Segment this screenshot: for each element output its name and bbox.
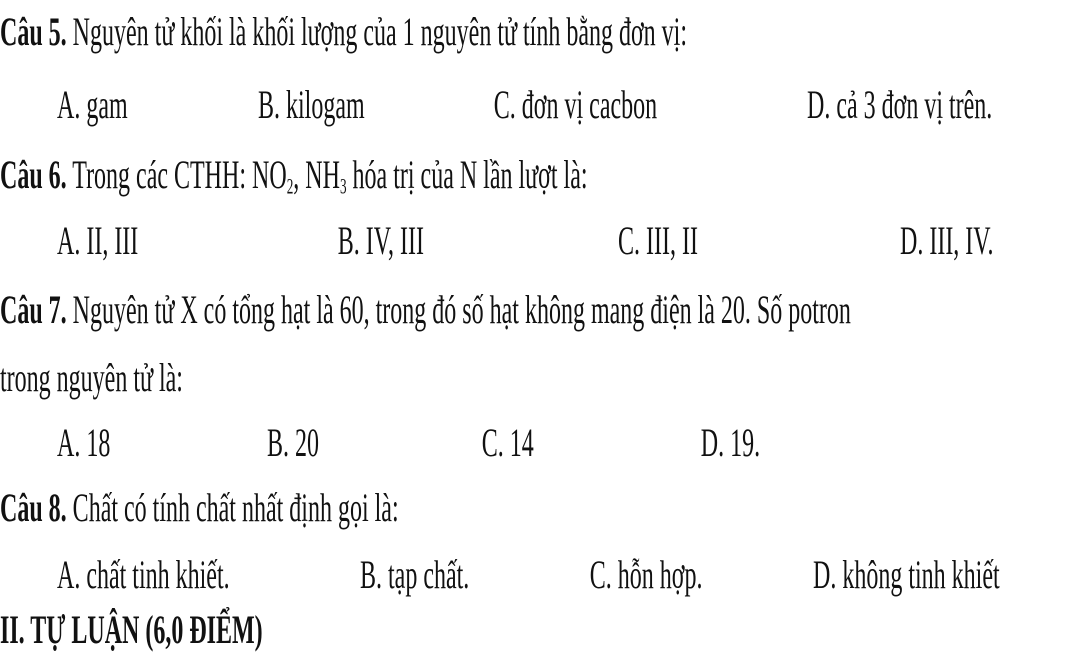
question-6-text-after: hóa trị của N lần lượt là:	[346, 152, 588, 197]
question-6-stem	[0, 147, 588, 203]
question-8-option-c: C. hỗn hợp.	[589, 552, 703, 597]
question-5-number: Câu 5.	[0, 9, 67, 54]
question-7-stem	[0, 282, 851, 338]
question-7-stem-continued	[0, 350, 183, 406]
question-5-stem	[0, 4, 687, 60]
question-5-options	[0, 77, 1020, 133]
question-6-text-before: Trong các CTHH: NO	[66, 152, 287, 197]
question-6-text-mid: , NH	[293, 152, 340, 197]
question-8-option-a: A. chất tinh khiết.	[57, 552, 230, 597]
question-6-options	[0, 213, 1020, 269]
question-8-text: Chất có tính chất nhất định gọi là:	[66, 485, 399, 530]
question-7-option-a: A. 18	[57, 420, 111, 465]
question-6-number: Câu 6.	[0, 152, 67, 197]
question-8-option-d: D. không tinh khiết	[813, 552, 1000, 597]
question-7-option-c: C. 14	[481, 420, 534, 465]
section-heading-cut-off: II. TỰ LUẬN (6,0 ĐIỂM)	[0, 607, 263, 652]
question-8-option-b: B. tạp chất.	[360, 552, 470, 597]
question-7-text: Nguyên tử X có tổng hạt là 60, trong đó số hạt không mang điện là 20. Số potron	[66, 287, 851, 332]
question-6-option-d: D. III, IV.	[900, 218, 994, 263]
question-6-option-a: A. II, III	[57, 218, 139, 263]
question-7-option-d: D. 19.	[700, 420, 761, 465]
question-5-option-a: A. gam	[57, 82, 128, 127]
question-8-number: Câu 8.	[0, 485, 67, 530]
question-6-subscript-3: 3	[339, 173, 347, 199]
question-8-options	[0, 547, 1080, 603]
question-5-option-c: C. đơn vị cacbon	[493, 82, 658, 127]
question-5-text: Nguyên tử khối là khối lượng của 1 nguyên tử tính bằng đơn vị:	[66, 9, 688, 54]
question-5-option-d: D. cả 3 đơn vị trên.	[807, 82, 993, 127]
question-5-option-b: B. kilogam	[258, 82, 365, 127]
question-7-text-line-2: trong nguyên tử là:	[0, 355, 183, 400]
question-7-number: Câu 7.	[0, 287, 67, 332]
question-7-options	[0, 415, 1020, 471]
question-6-option-c: C. III, II	[618, 218, 698, 263]
question-6-option-b: B. IV, III	[337, 218, 425, 263]
question-8-stem	[0, 480, 399, 536]
question-7-option-b: B. 20	[267, 420, 320, 465]
question-6-subscript-2: 2	[286, 173, 294, 199]
